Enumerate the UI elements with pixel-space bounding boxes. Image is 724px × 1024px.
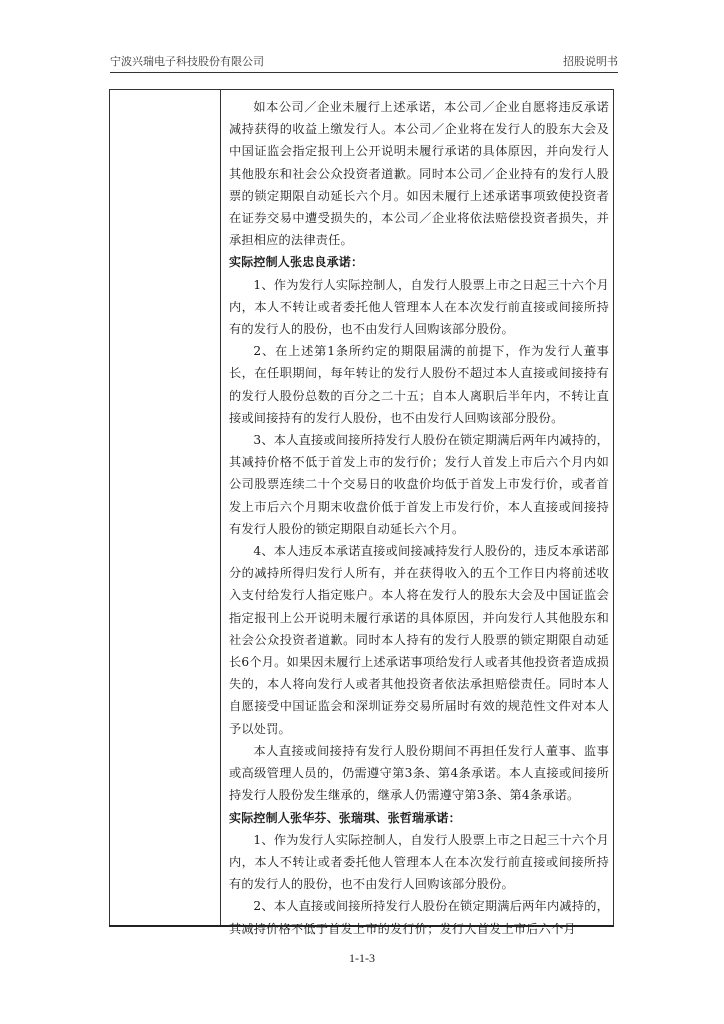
paragraph-violation-consequences: 4、本人违反本承诺直接或间接减持发行人股份的，违反本承诺部分的减持所得归发行人所有，并在获得收入的五个工作日内将前述收入支付给发行人指定账户。本人将在发行人的股东大会及中国证监会指定报刊上公开说明未履行承诺的具体原因，并向发行人其他股东和社会公众投资者道歉。同时本人持有的发行人股票的锁定期限自动延长6个月。如果因未履行上述承诺事项给发行人或者其他投资者造成损失的，本人将向发行人或者其他投资者依法承担赔偿责任。同时本人自愿接受中国证监会和深圳证券交易所届时有效的规范性文件对本人予以处罚。 (229, 544, 609, 736)
heading-zhang-zhongliang: 实际控制人张忠良承诺： (229, 255, 364, 270)
table-right-cell (221, 90, 613, 936)
table-bottom-rule (109, 925, 614, 927)
commitment-table (109, 89, 614, 936)
heading-other-controllers: 实际控制人张华芬、张瑞琪、张哲瑞承诺： (229, 810, 461, 825)
paragraph-chairman-transfer-limit: 2、在上述第1条所约定的期限届满的前提下，作为发行人董事长，在任职期间，每年转让的发行人股份不超过本人直接或间接持有的发行人股份总数的百分之二十五；自本人离职后半年内，不转让直接或间接持有的发行人股份，也不由发行人回购该部分股份。 (229, 344, 609, 425)
commitment-content (229, 96, 609, 940)
paragraph-other-lockup-36-months: 1、作为发行人实际控制人，自发行人股票上市之日起三十六个月内，本人不转让或者委托他人管理本人在本次发行前直接或间接所持有的发行人的股份，也不由发行人回购该部分股份。 (229, 832, 609, 892)
document-type: 招股说明书 (563, 55, 618, 68)
paragraph-company-breach: 如本公司／企业未履行上述承诺，本公司／企业自愿将违反承诺减持获得的收益上缴发行人。本公司／企业将在发行人的股东大会及中国证监会指定报刊上公开说明未履行承诺的具体原因，并向发行人其他股东和社会公众投资者道歉。同时本公司／企业持有的发行人股票的锁定期限自动延长六个月。如因未履行上述承诺事项致使投资者在证券交易中遭受损失的，本公司／企业将依法赔偿投资者损失，并承担相应的法律责任。 (229, 100, 609, 248)
paragraph-other-reduction-price: 2、本人直接或间接所持发行人股份在锁定期满后两年内减持的，其减持价格不低于首发上市的发行价；发行人首发上市后六个月 (229, 899, 609, 936)
table-left-cell (110, 90, 221, 925)
page-number: 1-1-3 (349, 951, 375, 965)
paragraph-continuing-obligation: 本人直接或间接持有发行人股份期间不再担任发行人董事、监事或高级管理人员的，仍需遵守第3条、第4条承诺。本人直接或间接所持发行人股份发生继承的，继承人仍需遵守第3条、第4条承诺。 (229, 743, 609, 803)
company-name: 宁波兴瑞电子科技股份有限公司 (110, 55, 264, 68)
paragraph-reduction-price: 3、本人直接或间接所持发行人股份在锁定期满后两年内减持的，其减持价格不低于首发上市的发行价；发行人首发上市后六个月内如公司股票连续二十个交易日的收盘价均低于首发上市发行价，或者首发上市后六个月期末收盘价低于首发上市发行价，本人直接或间接持有发行人股份的锁定期限自动延长六个月。 (229, 433, 609, 536)
page-header (110, 50, 618, 73)
paragraph-lockup-36-months: 1、作为发行人实际控制人，自发行人股票上市之日起三十六个月内，本人不转让或者委托他人管理本人在本次发行前直接或间接所持有的发行人的股份，也不由发行人回购该部分股份。 (229, 277, 609, 337)
